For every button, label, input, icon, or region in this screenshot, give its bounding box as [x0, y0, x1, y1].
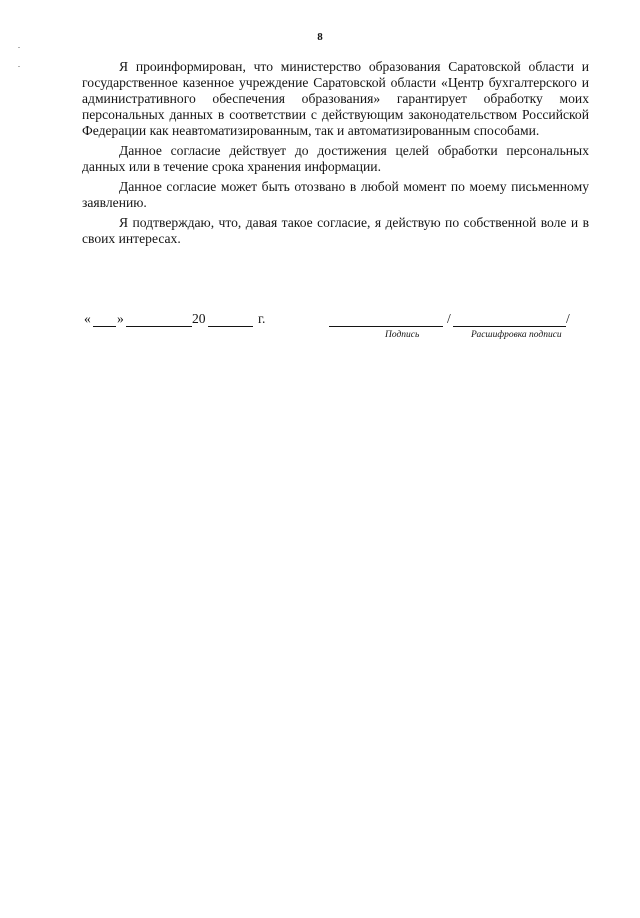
signature-slash: / — [447, 311, 451, 326]
consent-text — [82, 59, 589, 251]
decoding-blank[interactable] — [453, 326, 566, 327]
scan-mark — [18, 47, 20, 48]
paragraph-consent-duration: Данное согласие действует до достижения целей обработки персональных данных или в течение срока хранения информации. — [82, 143, 589, 174]
paragraph-consent-revocation: Данное согласие может быть отозвано в любой момент по моему письменному заявлению. — [82, 179, 589, 210]
paragraph-data-processing: Я проинформирован, что министерство образования Саратовской области и государственное казенное учреждение Саратовской области «Центр бухгалтерского и административного обеспечения образования» гарантирует обработку моих персональных данных в соответствии с действующим законодательством Российской Федерации как неавтоматизированным, так и автоматизированным способами. — [82, 59, 589, 138]
signature-caption: Подпись — [385, 330, 420, 340]
year-prefix: 20 — [192, 311, 206, 326]
signature-row — [84, 311, 584, 331]
signature-decoding-caption: Расшифровка подписи — [471, 330, 562, 340]
year-suffix: г. — [258, 311, 266, 326]
signature-slash-end: / — [566, 311, 570, 326]
date-close-quote: » — [117, 311, 124, 326]
scan-mark — [18, 66, 20, 67]
date-open-quote: « — [84, 311, 91, 326]
day-blank[interactable] — [93, 326, 116, 327]
year-blank[interactable] — [208, 326, 253, 327]
month-blank[interactable] — [126, 326, 192, 327]
signature-blank[interactable] — [329, 326, 443, 327]
paragraph-free-will: Я подтверждаю, что, давая такое согласие, я действую по собственной воле и в своих интересах. — [82, 215, 589, 246]
page-number: 8 — [317, 31, 323, 43]
